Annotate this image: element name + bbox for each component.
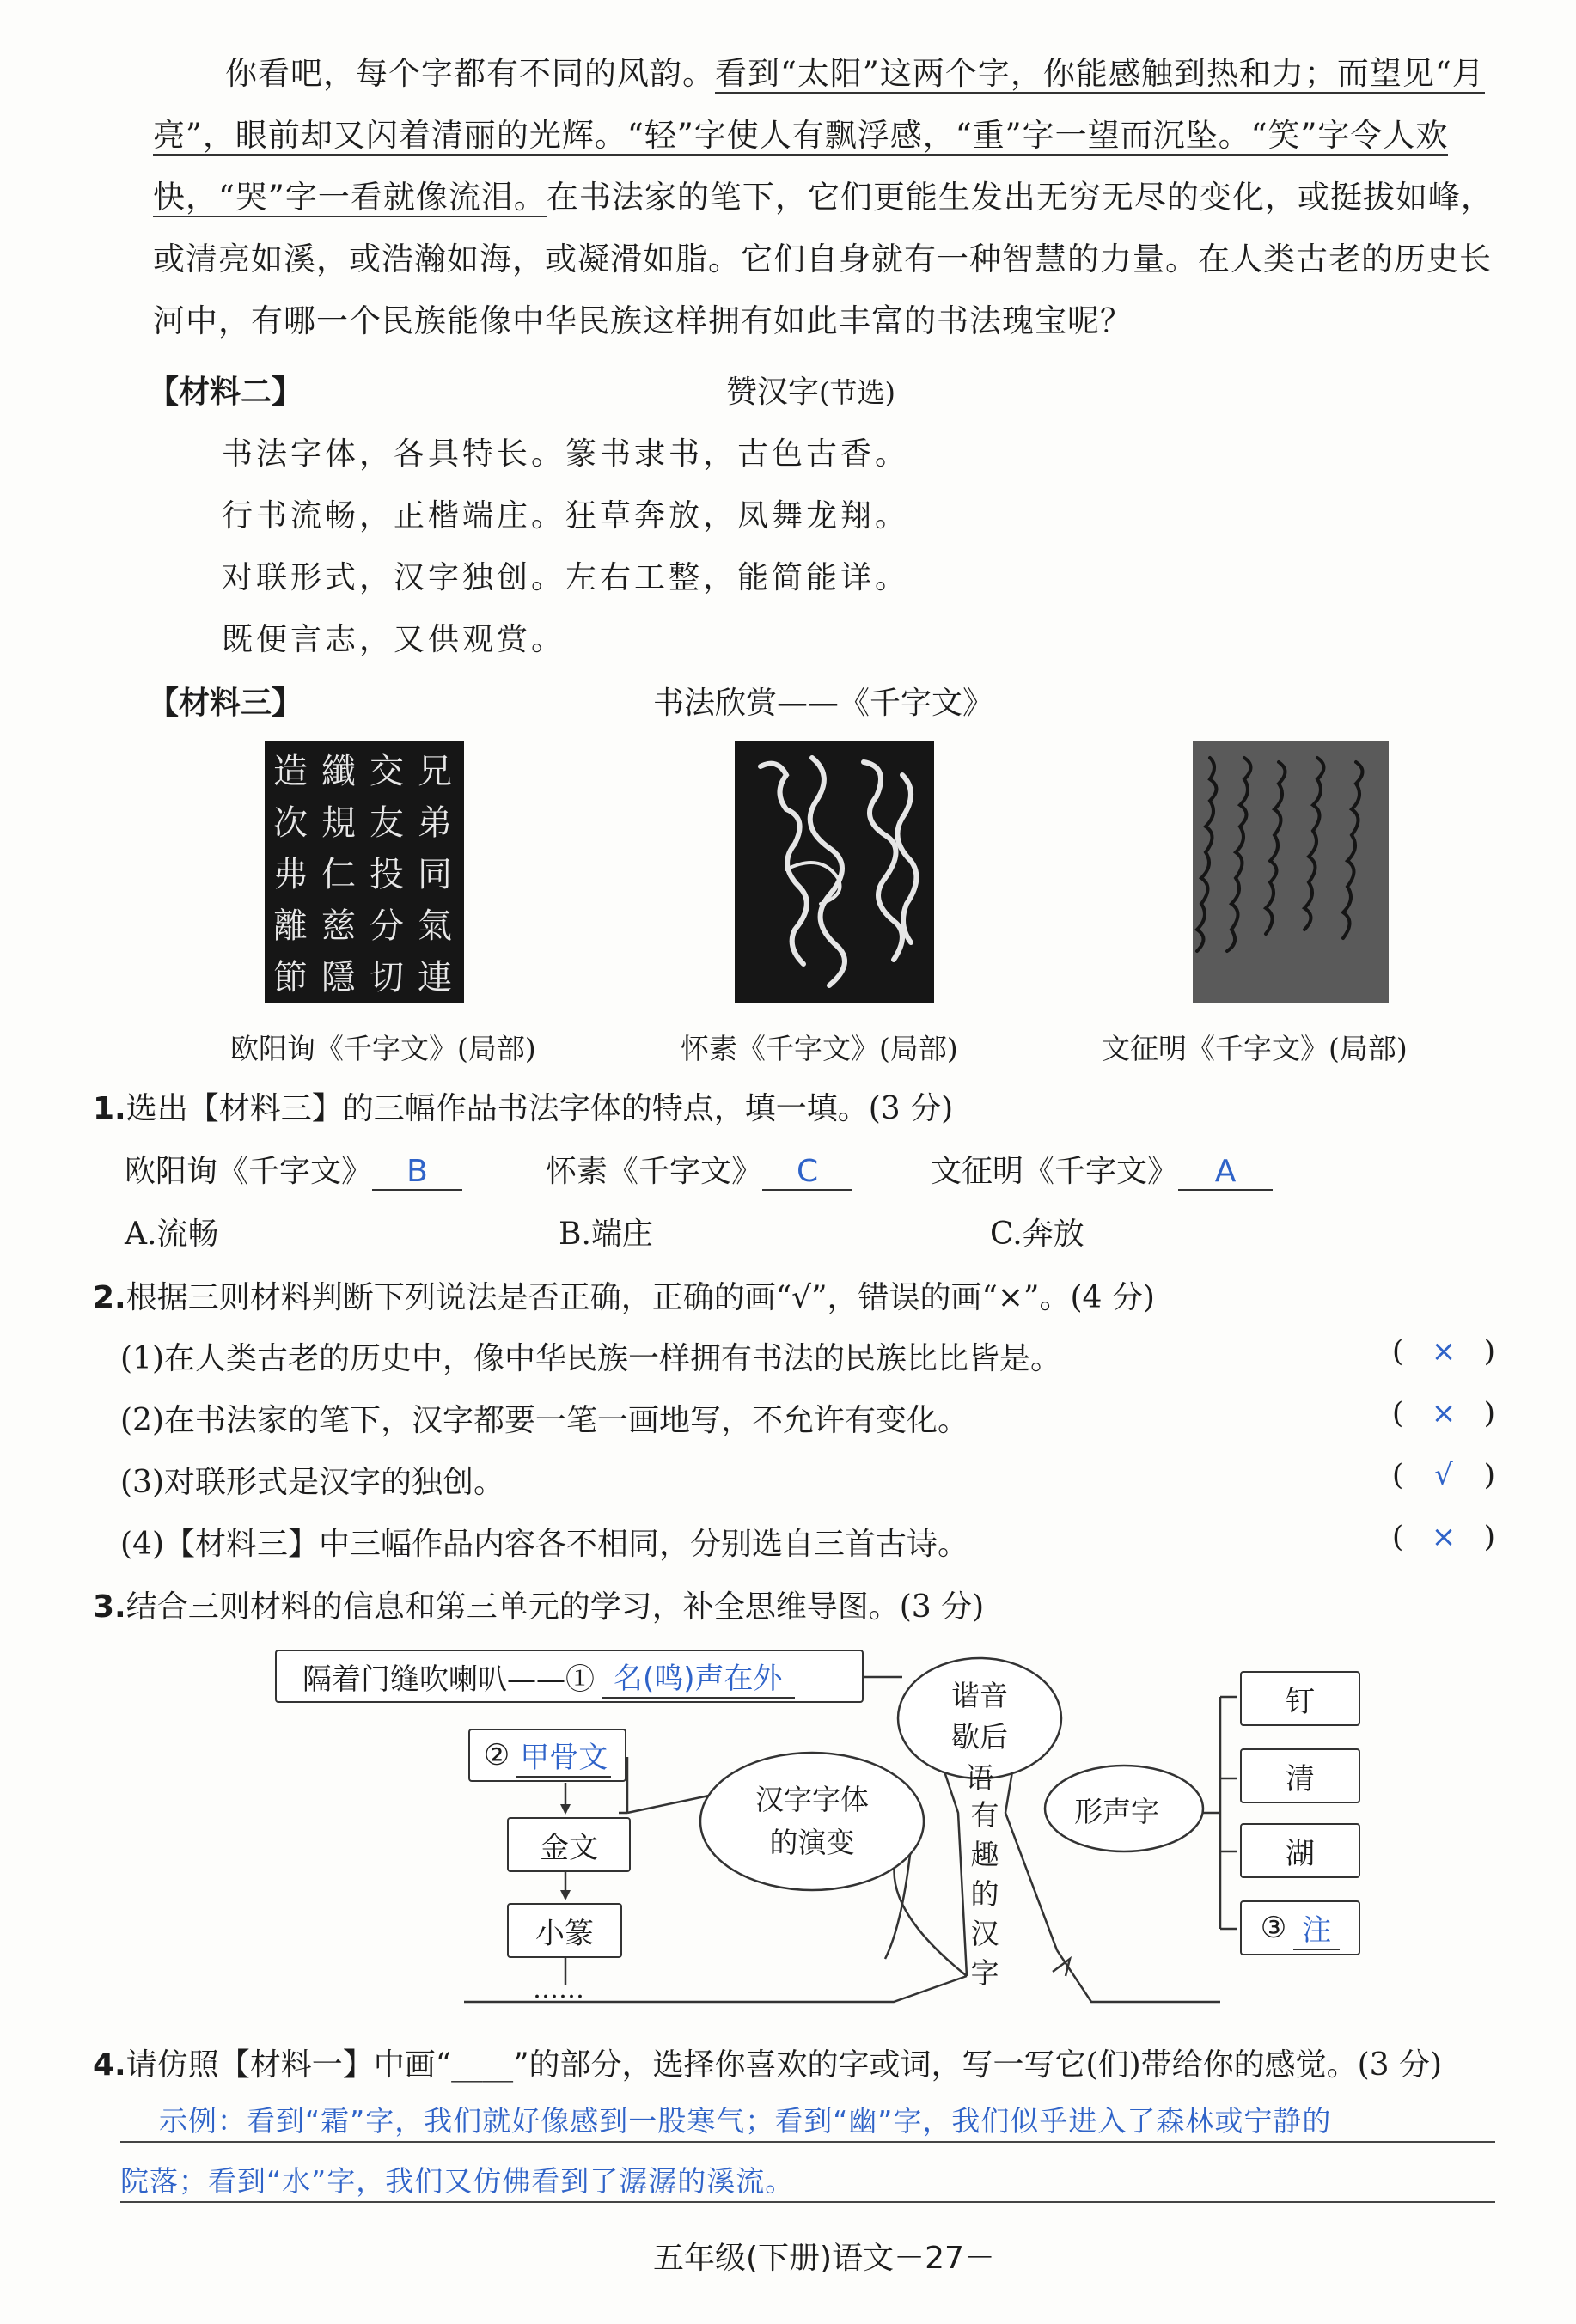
calligraphy-char: 投 bbox=[370, 855, 404, 894]
mindmap-answer-3[interactable]: 注 bbox=[1293, 1906, 1340, 1950]
calligraphy-char: 造 bbox=[273, 752, 308, 791]
mindmap-trunk-text: 有趣的汉字 bbox=[970, 1798, 999, 1990]
mindmap-right-ding: 钉 bbox=[1240, 1671, 1360, 1726]
mindmap-idiom-box bbox=[275, 1650, 864, 1703]
calligraphy-char: 弟 bbox=[418, 803, 452, 843]
q1-item-label: 怀素《千字文》 bbox=[546, 1154, 763, 1189]
mindmap-answer-2[interactable]: 甲骨文 bbox=[516, 1734, 611, 1778]
q4-rule-2 bbox=[120, 2201, 1495, 2203]
q1-option-b: B.端庄 bbox=[559, 1217, 653, 1252]
q4-rule-1 bbox=[120, 2141, 1495, 2143]
mindmap-right-num: ③ bbox=[1260, 1911, 1287, 1945]
poem-line-1: 书法字体，各具特长。篆书隶书，古色古香。 bbox=[222, 436, 910, 472]
q1-answer-blank[interactable]: A bbox=[1178, 1154, 1273, 1191]
q1-answer-blank[interactable]: B bbox=[372, 1154, 462, 1191]
calligraphy-char: 同 bbox=[418, 855, 452, 894]
material2-label: 【材料二】 bbox=[148, 375, 303, 410]
poem-line-2: 行书流畅，正楷端庄。狂草奔放，凤舞龙翔。 bbox=[222, 498, 910, 534]
q2-statement-1: (1)在人类古老的历史中，像中华民族一样拥有书法的民族比比皆是。 bbox=[120, 1341, 1061, 1376]
passage-plain: 你看吧，每个字都有不同的风韵。 bbox=[225, 55, 715, 92]
question-number: 1. bbox=[93, 1091, 126, 1126]
paren-close: ) bbox=[1483, 1396, 1495, 1430]
calligraphy-char: 切 bbox=[370, 958, 404, 997]
mindmap-bubble-right: 形声字 bbox=[1074, 1795, 1159, 1828]
q2-answer-mark[interactable]: × bbox=[1431, 1334, 1457, 1369]
caption-ouyangxun: 欧阳询《千字文》(局部) bbox=[230, 1032, 536, 1065]
calligraphy-char: 纖 bbox=[321, 752, 356, 791]
mindmap-right-qing: 清 bbox=[1240, 1748, 1360, 1803]
paren-close: ) bbox=[1483, 1334, 1495, 1369]
mindmap-bubble-left: 汉字字体的演变 bbox=[755, 1783, 869, 1859]
calligraphy-char: 連 bbox=[418, 958, 452, 997]
calligraphy-char: 慈 bbox=[321, 906, 356, 946]
q1-answer-blank[interactable]: C bbox=[762, 1154, 852, 1191]
calligraphy-char: 離 bbox=[273, 906, 308, 946]
calligraphy-char: 規 bbox=[321, 803, 356, 843]
q2-answer-mark[interactable]: × bbox=[1431, 1396, 1457, 1430]
caption-huaisu: 怀素《千字文》(局部) bbox=[681, 1032, 958, 1065]
calligraphy-char: 友 bbox=[370, 803, 404, 843]
mindmap-right-hu: 湖 bbox=[1240, 1823, 1360, 1878]
q4-answer-line-1[interactable]: 示例：看到“霜”字，我们就好像感到一股寒气；看到“幽”字，我们似乎进入了森林或宁静的 bbox=[159, 2104, 1332, 2138]
calligraphy-char: 交 bbox=[370, 752, 404, 791]
q2-statement-3: (3)对联形式是汉字的独创。 bbox=[120, 1465, 504, 1500]
question-text: 结合三则材料的信息和第三单元的学习，补全思维导图。(3 分) bbox=[125, 1589, 985, 1625]
question-text: 请仿照【材料一】中画“____”的部分，选择你喜欢的字或词，写一写它(们)带给你的感觉。(3 分) bbox=[125, 2047, 1443, 2083]
poem-line-4: 既便言志，又供观赏。 bbox=[222, 622, 566, 657]
mindmap-left-xiaozhuan: 小篆 bbox=[507, 1903, 622, 1958]
calligraphy-char: 節 bbox=[273, 958, 308, 997]
question-number: 2. bbox=[93, 1280, 126, 1315]
material3-title: 书法欣赏——《千字文》 bbox=[653, 686, 994, 721]
q4-answer-line-2[interactable]: 院落；看到“水”字，我们又仿佛看到了潺潺的溪流。 bbox=[120, 2164, 795, 2198]
q1-item-label: 欧阳询《千字文》 bbox=[125, 1154, 373, 1189]
question-4 bbox=[93, 2040, 1442, 2084]
q2-answer-mark[interactable]: √ bbox=[1434, 1458, 1453, 1492]
calligraphy-char: 弗 bbox=[273, 855, 308, 894]
question-number: 4. bbox=[93, 2047, 126, 2083]
paren-close: ) bbox=[1483, 1458, 1495, 1492]
calligraphy-char: 隱 bbox=[321, 958, 356, 997]
caption-wenzhengming: 文征明《千字文》(局部) bbox=[1102, 1032, 1408, 1065]
mindmap-left-num: ② bbox=[483, 1738, 510, 1772]
question-text: 根据三则材料判断下列说法是否正确，正确的画“√”，错误的画“×”。(4 分) bbox=[125, 1280, 1155, 1315]
mindmap-right-last bbox=[1240, 1900, 1360, 1955]
passage-underlined: 看到“太阳”这两个字，你能感触到热和力；而望见“月亮”，眼前却又闪着清丽的光辉。“轻”字使人有飘浮感，“重”字一望而沉坠。“笑”字令人欢快，“哭”字一看就像流泪。 bbox=[153, 55, 1485, 216]
paren-open: ( bbox=[1392, 1520, 1404, 1554]
mindmap-bubble-top: 谐音歇后语 bbox=[951, 1679, 1008, 1795]
paren-close: ) bbox=[1483, 1520, 1495, 1554]
mindmap-left-jinwen: 金文 bbox=[507, 1817, 631, 1872]
question-text: 选出【材料三】的三幅作品书法字体的特点，填一填。(3 分) bbox=[125, 1091, 954, 1126]
material3-label: 【材料三】 bbox=[148, 686, 303, 721]
q1-option-c: C.奔放 bbox=[990, 1217, 1084, 1252]
paren-open: ( bbox=[1392, 1334, 1404, 1369]
mindmap-answer-1[interactable]: 名(鸣)声在外 bbox=[602, 1655, 795, 1699]
mindmap-idiom-text: 隔着门缝吹喇叭——① bbox=[302, 1662, 595, 1697]
calligraphy-char: 分 bbox=[370, 906, 404, 946]
mindmap-left-ellipsis: …… bbox=[533, 1974, 584, 2004]
calligraphy-char: 兄 bbox=[418, 752, 452, 791]
calligraphy-char: 仁 bbox=[321, 855, 356, 894]
passage-rest: 在书法家的笔下，它们更能生发出无穷无尽的变化，或挺拔如峰，或清亮如溪，或浩瀚如海，或凝滑如脂。它们自身就有一种智慧的力量。在人类古老的历史长河中，有哪一个民族能像中华民族这样拥有如此丰富的书法瑰宝呢？ bbox=[153, 179, 1494, 339]
material2-title-text: 赞汉字 bbox=[726, 375, 820, 410]
question-number: 3. bbox=[93, 1589, 126, 1625]
poem-line-3: 对联形式，汉字独创。左右工整，能简能详。 bbox=[222, 560, 910, 595]
q2-statement-4: (4)【材料三】中三幅作品内容各不相同，分别选自三首古诗。 bbox=[120, 1527, 968, 1562]
paren-open: ( bbox=[1392, 1396, 1404, 1430]
q1-option-a: A.流畅 bbox=[125, 1217, 219, 1252]
q1-item-label: 文征明《千字文》 bbox=[931, 1154, 1179, 1189]
calligraphy-char: 氣 bbox=[418, 906, 452, 946]
page-footer: 五年级(下册)语文－27－ bbox=[653, 2241, 995, 2276]
q2-answer-mark[interactable]: × bbox=[1431, 1520, 1457, 1554]
paren-open: ( bbox=[1392, 1458, 1404, 1492]
mindmap-left-first bbox=[468, 1729, 626, 1782]
material2-title-note: (节选) bbox=[819, 376, 895, 409]
calligraphy-char: 次 bbox=[273, 803, 308, 843]
q2-statement-2: (2)在书法家的笔下，汉字都要一笔一画地写，不允许有变化。 bbox=[120, 1403, 968, 1438]
